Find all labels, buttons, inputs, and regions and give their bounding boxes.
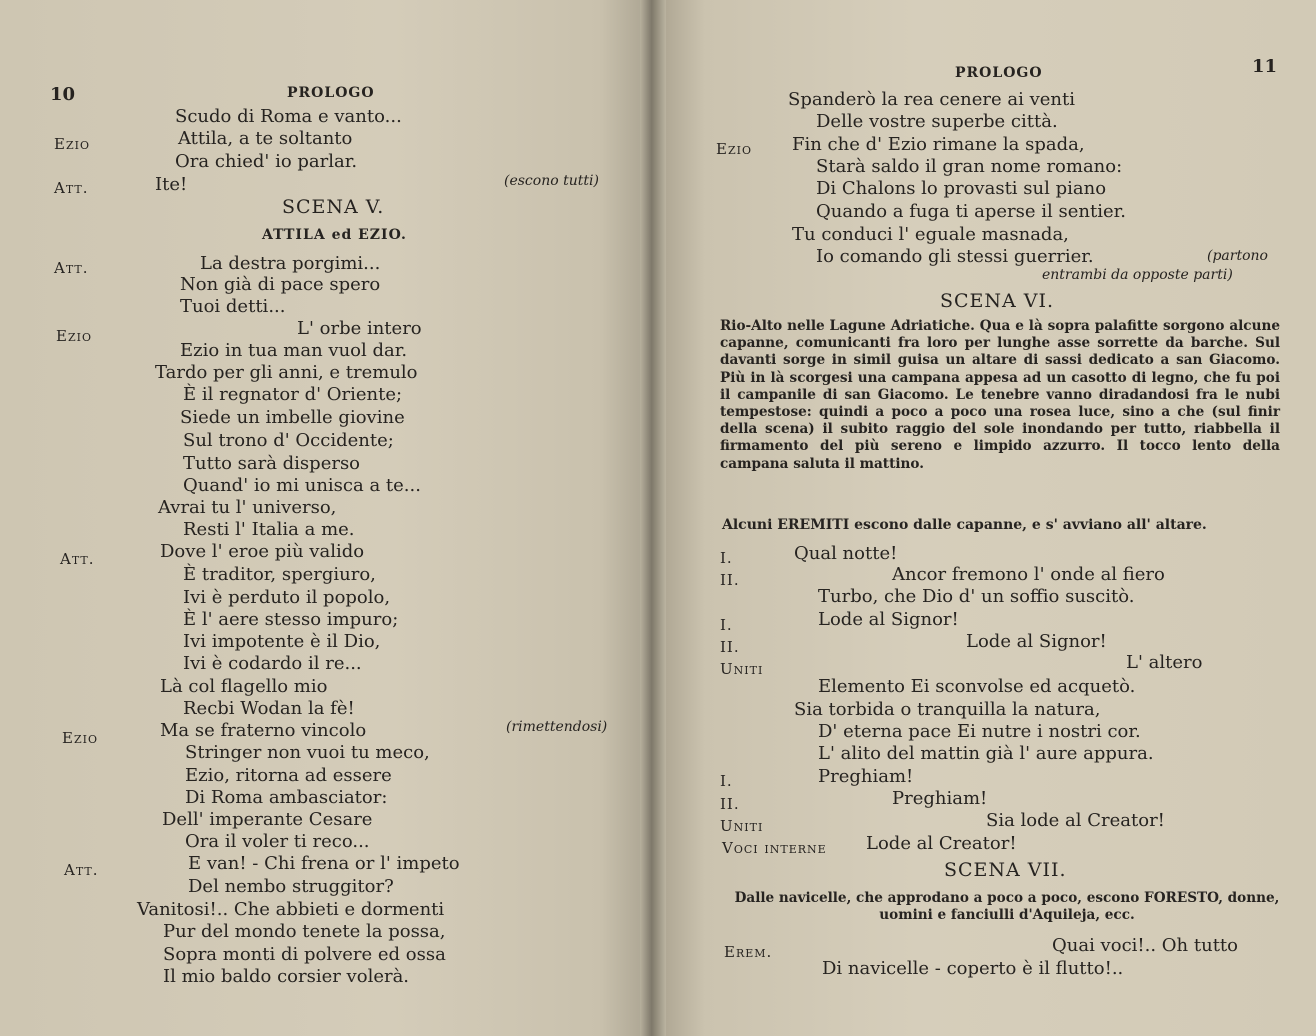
verse-line: Pur del mondo tenete la possa, (163, 921, 446, 942)
verse-line: Di navicelle - coperto è il flutto!.. (822, 958, 1124, 979)
verse-line: Tardo per gli anni, e tremulo (155, 362, 418, 383)
running-head: PROLOGO (955, 65, 1043, 81)
speaker: Att. (54, 259, 89, 277)
scene-heading: SCENA V. (282, 196, 385, 218)
verse-line: Ivi è perduto il popolo, (183, 587, 391, 608)
verse-line: Qual notte! (794, 543, 898, 564)
verse-line: Delle vostre superbe città. (816, 111, 1058, 132)
verse-line: Quand' io mi unisca a te... (183, 475, 421, 496)
speaker: Voci interne (722, 839, 827, 857)
verse-line: L' orbe intero (297, 318, 422, 339)
scene-heading: SCENA VI. (940, 290, 1055, 312)
verse-line: Lode al Signor! (818, 609, 959, 630)
verse-line: Quando a fuga ti aperse il sentier. (816, 201, 1126, 222)
scene-description: Rio-Alto nelle Lagune Adriatiche. Qua e là sopra palafitte sorgono alcune capanne, comunicanti fra loro per lunghe asse sorrette da barche. Sul davanti sorge in simil guisa un altare di sassi dedicato a san Giacomo. Più in là scorgesi una campana appesa ad un casotto di legno, che fu poi il campanile di san Giacomo. Le tenebre vanno diradandosi fra le nubi tempestose: quindi a poco a poco una rosea luce, sino a che (sul finir della scena) il subito raggio del sole inondando per tutto, riabbella il firmamento del più sereno e limpido azzurro. Il tocco lento della campana saluta il mattino. (720, 318, 1280, 472)
verse-line: Il mio baldo corsier volerà. (163, 966, 410, 987)
verse-line: Sopra monti di polvere ed ossa (163, 944, 446, 965)
verse-line: Tu conduci l' eguale masnada, (792, 224, 1069, 245)
verse-line: Ivi è codardo il re... (183, 653, 362, 674)
verse-line: Starà saldo il gran nome romano: (816, 156, 1123, 177)
verse-line: Recbi Wodan la fè! (183, 698, 355, 719)
verse-line: L' alito del mattin già l' aure appura. (818, 743, 1154, 764)
speaker: Att. (60, 550, 95, 568)
speaker: II. (720, 638, 740, 656)
verse-line: Non già di pace spero (180, 274, 381, 295)
speaker: Ezio (56, 327, 92, 345)
verse-line: Ora chied' io parlar. (175, 151, 358, 172)
verse-line: Sia torbida o tranquilla la natura, (794, 699, 1101, 720)
stage-direction: entrambi da opposte parti) (1042, 267, 1233, 283)
verse-line: La destra porgimi... (200, 253, 381, 274)
speaker: Ezio (62, 729, 98, 747)
verse-line: Elemento Ei sconvolse ed acquetò. (818, 676, 1136, 697)
verse-line: Lode al Creator! (866, 833, 1017, 854)
page-number: 10 (50, 84, 76, 105)
verse-line: Preghiam! (818, 766, 914, 787)
speaker: Att. (64, 861, 99, 879)
verse-line: Di Chalons lo provasti sul piano (816, 178, 1107, 199)
verse-line: Sia lode al Creator! (986, 810, 1165, 831)
entrance-direction: Alcuni EREMITI escono dalle capanne, e s' avviano all' altare. (722, 517, 1207, 533)
verse-line: Ancor fremono l' onde al fiero (892, 564, 1165, 585)
verse-line: Ezio in tua man vuol dar. (180, 340, 408, 361)
right-page (652, 0, 1316, 1036)
verse-line: Ma se fraterno vincolo (160, 720, 367, 741)
verse-line: L' altero (1126, 652, 1203, 673)
verse-line: Ite! (155, 174, 188, 195)
speaker: Ezio (54, 135, 90, 153)
speaker: II. (720, 571, 740, 589)
verse-line: Stringer non vuoi tu meco, (185, 742, 430, 763)
verse-line: Del nembo struggitor? (188, 876, 394, 897)
verse-line: Ezio, ritorna ad essere (185, 765, 392, 786)
verse-line: Fin che d' Ezio rimane la spada, (792, 134, 1085, 155)
speaker: Ezio (716, 140, 752, 158)
verse-line: Quai voci!.. Oh tutto (1052, 935, 1239, 956)
page-number: 11 (1252, 56, 1278, 77)
stage-direction: (partono (1207, 248, 1268, 264)
verse-line: Preghiam! (892, 788, 988, 809)
speaker: I. (720, 616, 733, 634)
verse-line: È il regnator d' Oriente; (183, 384, 403, 405)
verse-line: Ivi impotente è il Dio, (183, 631, 381, 652)
stage-direction: (escono tutti) (504, 173, 599, 189)
verse-line: Ora il voler ti reco... (185, 831, 370, 852)
verse-line: Dell' imperante Cesare (162, 809, 373, 830)
verse-line: Siede un imbelle giovine (180, 407, 405, 428)
verse-line: Resti l' Italia a me. (183, 519, 355, 540)
speaker: Att. (54, 179, 89, 197)
verse-line: Tutto sarà disperso (183, 453, 361, 474)
verse-line: È traditor, spergiuro, (183, 564, 376, 585)
stage-direction: (rimettendosi) (506, 719, 608, 735)
verse-line: Spanderò la rea cenere ai venti (788, 89, 1076, 110)
speaker: Uniti (720, 817, 764, 835)
verse-line: Attila, a te soltanto (178, 128, 353, 149)
speaker: Erem. (724, 943, 773, 961)
verse-line: Avrai tu l' universo, (158, 497, 337, 518)
speaker: Uniti (720, 660, 764, 678)
book-gutter (640, 0, 666, 1036)
speaker: II. (720, 795, 740, 813)
verse-line: Scudo di Roma e vanto... (175, 106, 402, 127)
speaker: I. (720, 549, 733, 567)
verse-line: Dove l' eroe più valido (160, 541, 365, 562)
verse-line: Sul trono d' Occidente; (183, 430, 394, 451)
speaker: I. (720, 772, 733, 790)
left-page (0, 0, 652, 1036)
verse-line: Io comando gli stessi guerrier. (816, 246, 1094, 267)
verse-line: Lode al Signor! (966, 631, 1107, 652)
running-head: PROLOGO (287, 85, 375, 101)
verse-line: È l' aere stesso impuro; (183, 609, 399, 630)
character-list: ATTILA ed EZIO. (262, 227, 407, 243)
verse-line: Vanitosi!.. Che abbieti e dormenti (137, 899, 445, 920)
scene-heading: SCENA VII. (944, 859, 1067, 881)
verse-line: D' eterna pace Ei nutre i nostri cor. (818, 721, 1141, 742)
verse-line: Tuoi detti... (180, 296, 286, 317)
verse-line: E van! - Chi frena or l' impeto (188, 853, 460, 874)
verse-line: Là col flagello mio (160, 676, 328, 697)
scene-description: Dalle navicelle, che approdano a poco a poco, escono FORESTO, donne, uomini e fanciulli d'Aquileja, ecc. (734, 890, 1280, 924)
verse-line: Turbo, che Dio d' un soffio suscitò. (818, 586, 1135, 607)
verse-line: Di Roma ambasciator: (185, 787, 388, 808)
